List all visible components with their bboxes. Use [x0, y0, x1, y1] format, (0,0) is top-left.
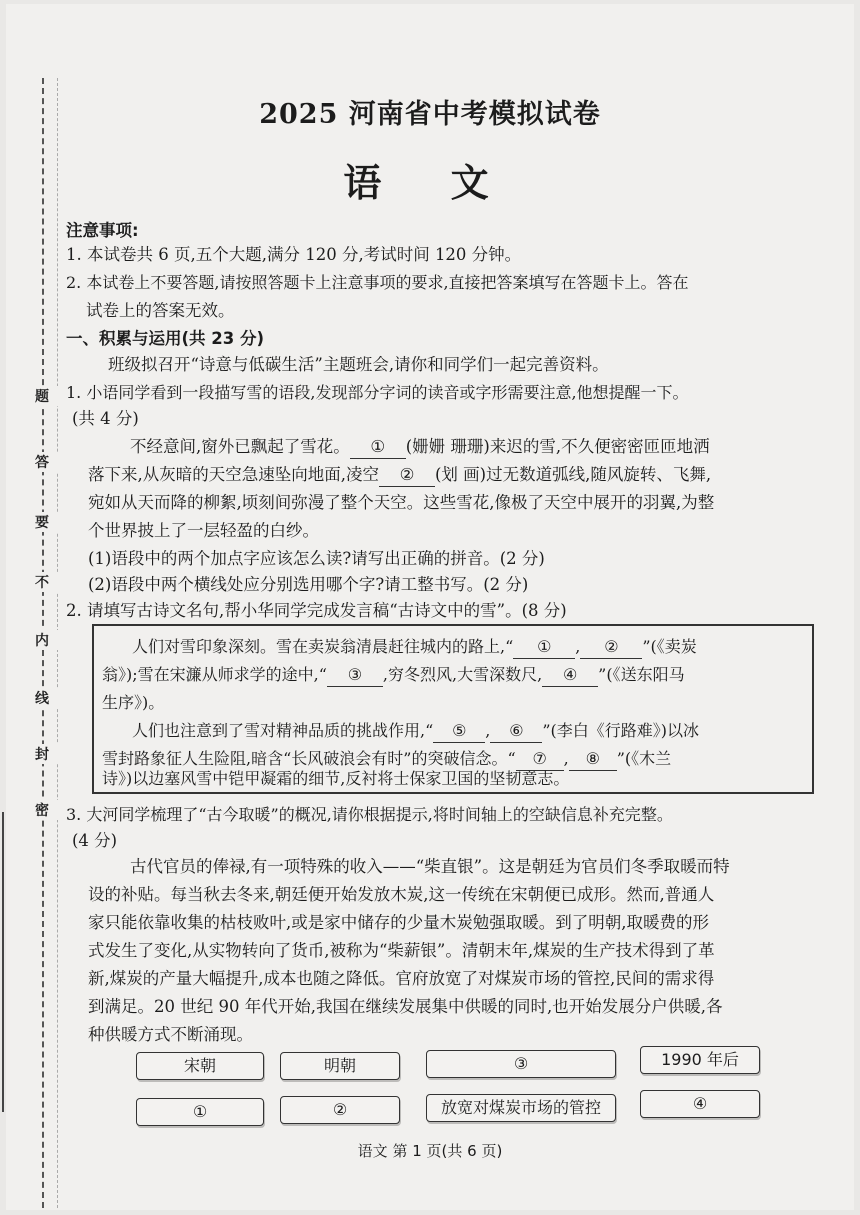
notice-item-2-cont: 试卷上的答案无效。	[86, 301, 235, 320]
q1-options-1: (姗姗 珊珊)来迟的雪,不久便密密匝匝地洒	[405, 437, 710, 456]
q2-line1	[132, 636, 697, 659]
timeline-top-box: ③	[426, 1050, 616, 1078]
q3-stem: 3. 大河同学梳理了“古今取暖”的概况,请你根据提示,将时间轴上的空缺信息补充完整。	[66, 805, 673, 824]
q2-text: 雪封路象征人生险阻,暗含“长风破浪会有时”的突破信念。“	[102, 749, 516, 768]
q3-passage-line3: 家只能依靠收集的枯枝败叶,或是家中储存的少量木炭勉强取暖。到了明朝,取暖费的形	[88, 913, 709, 932]
margin-word: 内	[26, 630, 58, 650]
margin-word: 密	[26, 800, 58, 820]
timeline-top-box: 宋朝	[136, 1052, 264, 1080]
q2-text: 翁》);雪在宋濂从师求学的途中,“	[102, 665, 327, 684]
timeline-top-box: 明朝	[280, 1052, 400, 1080]
q1-stem: 1. 小语同学看到一段描写雪的语段,发现部分字词的读音或字形需要注意,他想提醒一下。	[66, 383, 689, 402]
q3-passage-line1: 古代官员的俸禄,有一项特殊的收入——“柴直银”。这是朝廷为官员们冬季取暖而特	[130, 857, 730, 876]
q1-blank-2: ②	[379, 464, 435, 487]
q2-blank-2: ②	[580, 636, 642, 659]
q2-text: 人们对雪印象深刻。雪在卖炭翁清晨赶往城内的路上,“	[132, 637, 514, 656]
q2-text: ”(李白《行路难》)以冰	[542, 721, 700, 740]
margin-word: 封	[26, 744, 58, 764]
section-heading: 一、积累与运用(共 23 分)	[66, 329, 265, 348]
q2-text: ”(《木兰	[616, 749, 672, 768]
q2-text: ,	[575, 637, 581, 656]
q1-score: (共 4 分)	[72, 409, 139, 428]
q2-blank-6: ⑥	[490, 720, 542, 743]
q2-stem: 2. 请填写古诗文名句,帮小华同学完成发言稿“古诗文中的雪”。(8 分)	[66, 601, 567, 620]
q2-line6: 诗》)以边塞风雪中铠甲凝霜的细节,反衬将士保家卫国的坚韧意志。	[102, 769, 570, 788]
q2-blank-5: ⑤	[433, 720, 485, 743]
q1-passage-line2	[88, 464, 711, 487]
q2-text: ,	[485, 721, 491, 740]
q3-score: (4 分)	[72, 831, 118, 850]
q1-passage-line1	[130, 436, 710, 459]
notice-heading: 注意事项:	[66, 221, 139, 240]
timeline-bottom-box: ②	[280, 1096, 400, 1124]
q2-blank-4: ④	[542, 664, 598, 687]
margin-word: 答	[26, 452, 58, 472]
q3-passage-line2: 设的补贴。每当秋去冬来,朝廷便开始发放木炭,这一传统在宋朝便已成形。然而,普通人	[88, 885, 715, 904]
q2-line4	[132, 720, 699, 743]
margin-word: 题	[26, 386, 58, 406]
q2-blank-3: ③	[327, 664, 383, 687]
q1-blank-1: ①	[350, 436, 406, 459]
q2-line2	[102, 664, 685, 687]
margin-word: 线	[26, 688, 58, 708]
q2-text: ,	[563, 749, 569, 768]
subject-title: 语 文	[343, 161, 517, 205]
q2-line3: 生序》)。	[102, 693, 165, 712]
margin-word: 不	[26, 572, 58, 592]
q1-passage-line3: 宛如从天而降的柳絮,顷刻间弥漫了整个天空。这些雪花,像极了天空中展开的羽翼,为整	[88, 493, 715, 512]
q2-text: ”(《卖炭	[642, 637, 697, 656]
q1-subquestion-2: (2)语段中两个横线处应分别选用哪个字?请工整书写。(2 分)	[88, 575, 529, 594]
q2-blank-8: ⑧	[569, 748, 617, 771]
notice-item-1: 1. 本试卷共 6 页,五个大题,满分 120 分,考试时间 120 分钟。	[66, 245, 522, 264]
q3-passage-line5: 新,煤炭的产量大幅提升,成本也随之降低。官府放宽了对煤炭市场的管控,民间的需求得	[88, 969, 715, 988]
q2-blank-1: ①	[513, 636, 575, 659]
q1-subquestion-1: (1)语段中的两个加点字应该怎么读?请写出正确的拼音。(2 分)	[88, 549, 545, 568]
timeline-top-box: 1990 年后	[640, 1046, 760, 1074]
timeline-bottom-box: ①	[136, 1098, 264, 1126]
q2-text: ,穷冬烈风,大雪深数尺,	[382, 665, 543, 684]
q1-text: 不经意间,窗外已飘起了雪花。	[130, 437, 350, 456]
q3-passage-line7: 种供暖方式不断涌现。	[88, 1025, 253, 1044]
notice-item-2: 2. 本试卷上不要答题,请按照答题卡上注意事项的要求,直接把答案填写在答题卡上。答在	[66, 273, 689, 292]
q2-blank-7: ⑦	[516, 748, 564, 771]
q1-text: 落下来,从灰暗的天空急速坠向地面,凌空	[88, 465, 379, 484]
q1-passage-line4: 个世界披上了一层轻盈的白纱。	[88, 521, 319, 540]
q2-text: ”(《送东阳马	[598, 665, 685, 684]
q3-passage-line4: 式发生了变化,从实物转向了货币,被称为“柴薪银”。清朝末年,煤炭的生产技术得到了革	[88, 941, 715, 960]
q3-passage-line6: 到满足。20 世纪 90 年代开始,我国在继续发展集中供暖的同时,也开始发展分户供暖,各	[88, 997, 723, 1016]
timeline-bottom-box: 放宽对煤炭市场的管控	[426, 1094, 616, 1122]
margin-word: 要	[26, 512, 58, 532]
q2-text: 人们也注意到了雪对精神品质的挑战作用,“	[132, 721, 434, 740]
q1-options-2: (划 画)过无数道弧线,随风旋转、飞舞,	[435, 465, 712, 484]
timeline-bottom-box: ④	[640, 1090, 760, 1118]
page-footer: 语文 第 1 页(共 6 页)	[357, 1142, 503, 1160]
margin-edge	[2, 812, 10, 1112]
exam-title: 2025 河南省中考模拟试卷	[259, 99, 601, 130]
section-intro: 班级拟召开“诗意与低碳生活”主题班会,请你和同学们一起完善资料。	[108, 355, 609, 374]
